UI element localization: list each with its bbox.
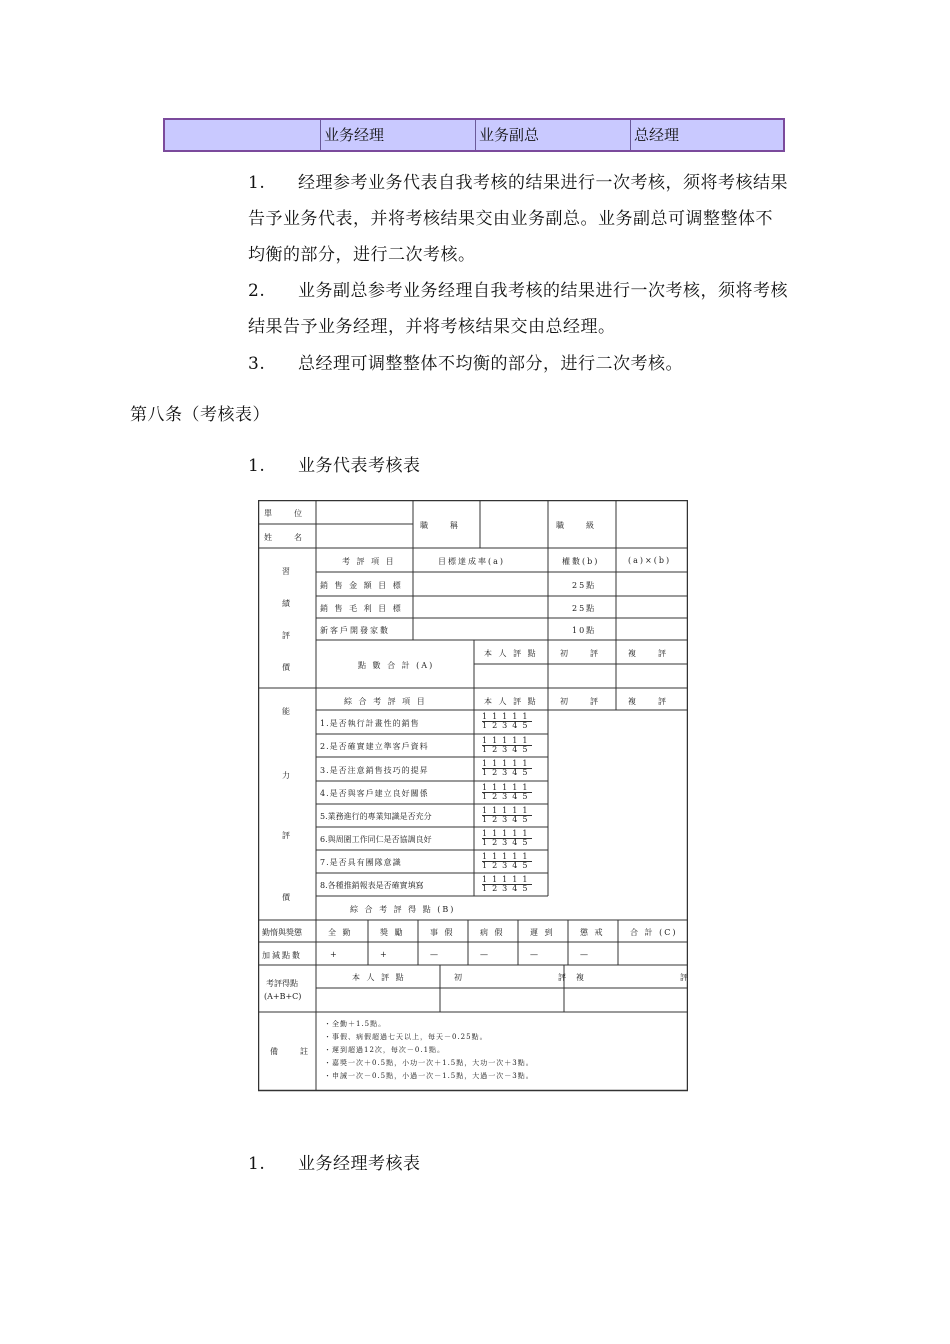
perf-row-1-item: 銷 售 金 額 目 標 xyxy=(320,581,403,590)
ability-first-eval: 初 評 xyxy=(560,697,600,706)
perf-total-label: 點 數 合 計 (A) xyxy=(358,661,435,670)
approval-cell-gm: 总经理 xyxy=(630,120,783,150)
form2-title xyxy=(248,1152,421,1176)
ability-side-3: 評 xyxy=(282,831,290,840)
final-label: 考評得點 xyxy=(266,979,298,988)
ability-self-eval: 本 人 評 點 xyxy=(484,697,538,706)
step-number: 2. xyxy=(248,281,266,301)
scale-top: 11111 xyxy=(482,806,533,815)
attendance-reward: 獎 勵 xyxy=(380,928,405,937)
rating-scale xyxy=(482,737,532,754)
scale-bottom: 12345 xyxy=(482,815,533,824)
form1-title-text: 业务代表考核表 xyxy=(298,456,421,476)
perf-header-weight: 權數(b) xyxy=(562,557,600,566)
rating-scale xyxy=(482,784,532,801)
scale-bottom: 12345 xyxy=(482,721,533,730)
perf-header-product: (a)×(b) xyxy=(628,556,672,565)
approval-cell-manager: 业务经理 xyxy=(320,120,475,150)
adjust-reward: + xyxy=(380,950,389,959)
attendance-label: 勤惰與獎懲 xyxy=(262,928,302,937)
rating-scale xyxy=(482,760,532,777)
step-2 xyxy=(248,273,788,345)
article-heading: 第八条（考核表） xyxy=(130,405,270,425)
final-first-eval: 初 評 xyxy=(454,973,584,982)
remarks-label: 備 註 xyxy=(270,1047,310,1056)
form2-title-text: 业务经理考核表 xyxy=(298,1154,421,1174)
name-label: 姓 名 xyxy=(264,533,304,542)
perf-row-3-weight: 10點 xyxy=(572,626,597,635)
perf-second-eval: 複 評 xyxy=(628,649,668,658)
perf-side-2: 績 xyxy=(282,599,290,608)
step-1 xyxy=(248,165,788,273)
remark-item: ・申誡一次－0.5點，小過一次－1.5點，大過一次－3點。 xyxy=(324,1072,534,1080)
attendance-full: 全 勤 xyxy=(328,928,353,937)
final-second-eval: 複 評 xyxy=(576,973,706,982)
scale-bottom: 12345 xyxy=(482,792,533,801)
ability-row-4: 4.是否與客戶建立良好關係 xyxy=(320,789,429,798)
adjust-discipline: — xyxy=(580,950,590,959)
ability-side-4: 價 xyxy=(282,893,290,902)
scale-top: 11111 xyxy=(482,736,533,745)
adjust-full: + xyxy=(330,950,339,959)
ability-row-5: 5.業務進行的專業知識是否充分 xyxy=(320,812,432,821)
perf-side-3: 評 xyxy=(282,631,290,640)
scale-top: 11111 xyxy=(482,759,533,768)
adjust-sick-leave: — xyxy=(480,950,490,959)
scale-bottom: 12345 xyxy=(482,861,533,870)
attendance-total: 合 計 (C) xyxy=(630,928,678,937)
rating-scale xyxy=(482,853,532,870)
attendance-late: 遲 到 xyxy=(530,928,555,937)
step-text: 经理参考业务代表自我考核的结果进行一次考核，须将考核结果告予业务代表，并将考核结果交由业务副总。业务副总可调整整体不均衡的部分，进行二次考核。 xyxy=(248,173,788,265)
ability-side-1: 能 xyxy=(282,707,290,716)
perf-row-2-item: 銷 售 毛 利 目 標 xyxy=(320,604,403,613)
final-label-formula: (A+B+C) xyxy=(264,992,302,1001)
ability-row-8: 8.各種推銷報表是否確實填寫 xyxy=(320,881,424,890)
rating-scale xyxy=(482,713,532,730)
evaluation-form xyxy=(258,500,706,1092)
position-label: 職 稱 xyxy=(420,521,460,530)
perf-row-3-item: 新客戶開發家數 xyxy=(320,626,390,635)
adjust-label: 加減點數 xyxy=(262,951,302,960)
scale-bottom: 12345 xyxy=(482,838,533,847)
ability-second-eval: 複 評 xyxy=(628,697,668,706)
remark-item: ・事假、病假超過七天以上，每天－0.25點。 xyxy=(324,1033,488,1041)
ability-side-2: 力 xyxy=(282,771,290,780)
scale-bottom: 12345 xyxy=(482,884,533,893)
remarks-list xyxy=(324,1018,534,1083)
adjust-personal-leave: — xyxy=(430,950,440,959)
attendance-sick-leave: 病 假 xyxy=(480,928,505,937)
scale-top: 11111 xyxy=(482,783,533,792)
perf-side-4: 價 xyxy=(282,663,290,672)
unit-label: 單 位 xyxy=(264,509,304,518)
form2-number: 1. xyxy=(248,1154,266,1174)
perf-row-2-weight: 25點 xyxy=(572,604,597,613)
remark-item: ・嘉獎一次＋0.5點，小功一次＋1.5點，大功一次＋3點。 xyxy=(324,1059,534,1067)
step-number: 3. xyxy=(248,354,266,374)
attendance-personal-leave: 事 假 xyxy=(430,928,455,937)
approval-cell-blank xyxy=(165,120,320,150)
ability-row-2: 2.是否確實建立準客戶資料 xyxy=(320,742,429,751)
scale-bottom: 12345 xyxy=(482,768,533,777)
rating-scale xyxy=(482,807,532,824)
step-text: 总经理可调整整体不均衡的部分，进行二次考核。 xyxy=(298,354,683,374)
step-3 xyxy=(248,346,788,382)
perf-self-eval: 本 人 評 點 xyxy=(484,649,538,658)
ability-row-7: 7.是否具有團隊意識 xyxy=(320,858,402,867)
scale-top: 11111 xyxy=(482,852,533,861)
ability-row-6: 6.與周圍工作同仁是否協調良好 xyxy=(320,835,432,844)
scale-top: 11111 xyxy=(482,875,533,884)
remark-item: ・全勤＋1.5點。 xyxy=(324,1020,387,1028)
rating-scale xyxy=(482,830,532,847)
perf-row-1-weight: 25點 xyxy=(572,581,597,590)
ability-total-label: 綜 合 考 評 得 點 (B) xyxy=(350,905,456,914)
final-self-eval: 本 人 評 點 xyxy=(352,973,406,982)
perf-header-rate: 目標達成率(a) xyxy=(438,557,506,566)
scale-bottom: 12345 xyxy=(482,745,533,754)
scale-top: 11111 xyxy=(482,712,533,721)
attendance-discipline: 懲 戒 xyxy=(580,928,605,937)
ability-header: 綜 合 考 評 項 目 xyxy=(344,697,427,706)
perf-first-eval: 初 評 xyxy=(560,649,600,658)
ability-row-1: 1.是否執行計畫性的銷售 xyxy=(320,719,420,728)
ability-row-3: 3.是否注意銷售技巧的提昇 xyxy=(320,766,429,775)
remark-item: ・遲到超過12次，每次－0.1點。 xyxy=(324,1046,446,1054)
form1-number: 1. xyxy=(248,456,266,476)
scale-top: 11111 xyxy=(482,829,533,838)
adjust-late: — xyxy=(530,950,540,959)
perf-side-1: 習 xyxy=(282,567,290,576)
perf-header-item: 考 評 項 目 xyxy=(342,557,396,566)
step-number: 1. xyxy=(248,173,266,193)
approval-cell-vp: 业务副总 xyxy=(475,120,630,150)
step-text: 业务副总参考业务经理自我考核的结果进行一次考核，须将考核结果告予业务经理，并将考核结果交由总经理。 xyxy=(248,281,788,337)
rating-scale xyxy=(482,876,532,893)
form1-title xyxy=(248,454,421,478)
approval-band xyxy=(163,118,785,152)
grade-label: 職 級 xyxy=(556,521,596,530)
